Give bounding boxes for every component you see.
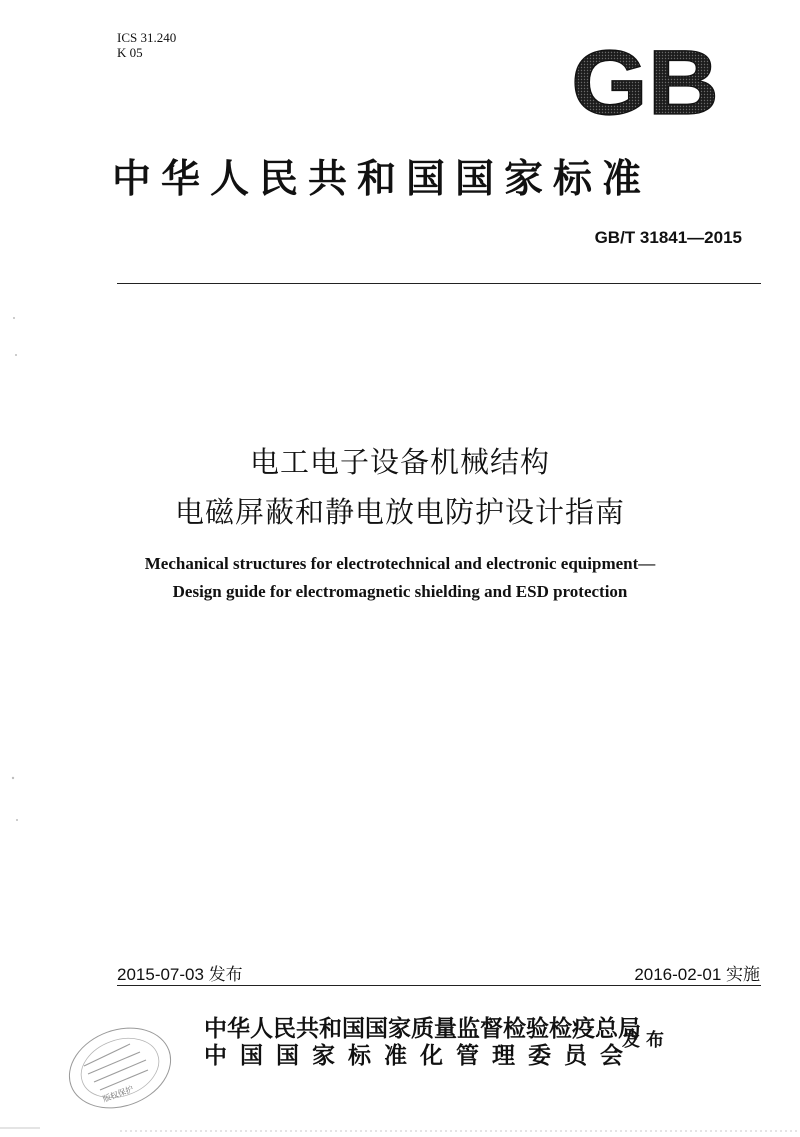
english-title-line-2: Design guide for electromagnetic shielding and ESD protection — [172, 582, 628, 601]
english-title-line-1: Mechanical structures for electrotechnical and electronic equipment— — [144, 554, 656, 573]
issue-date: 2015-07-03 发布 — [117, 965, 243, 984]
issuer-line-1: 中华人民共和国国家质量监督检验检疫总局 — [204, 1015, 641, 1042]
ics-code: ICS 31.240 — [117, 30, 177, 45]
standard-number: GB/T 31841—2015 — [594, 228, 742, 247]
chinese-title-line-1: 电工电子设备机械结构 — [249, 445, 550, 479]
header-divider — [117, 283, 761, 284]
classification-codes — [117, 30, 176, 60]
chinese-title-line-2: 电磁屏蔽和静电放电防护设计指南 — [174, 495, 625, 529]
standard-type-title: 中华人民共和国国家标准 — [112, 156, 652, 202]
anti-counterfeit-stamp — [60, 1022, 180, 1114]
stamp-text: 版权保护 — [101, 1084, 135, 1104]
publish-label: 发布 — [622, 1030, 670, 1051]
gb-logo — [568, 42, 722, 122]
issuer-line-2: 中国国家标准化管理委员会 — [204, 1042, 636, 1069]
gb-logo-text: GB — [571, 42, 719, 122]
implementation-date: 2016-02-01 实施 — [634, 965, 760, 984]
footer-divider — [117, 985, 761, 986]
ccs-code: K 05 — [117, 45, 143, 60]
